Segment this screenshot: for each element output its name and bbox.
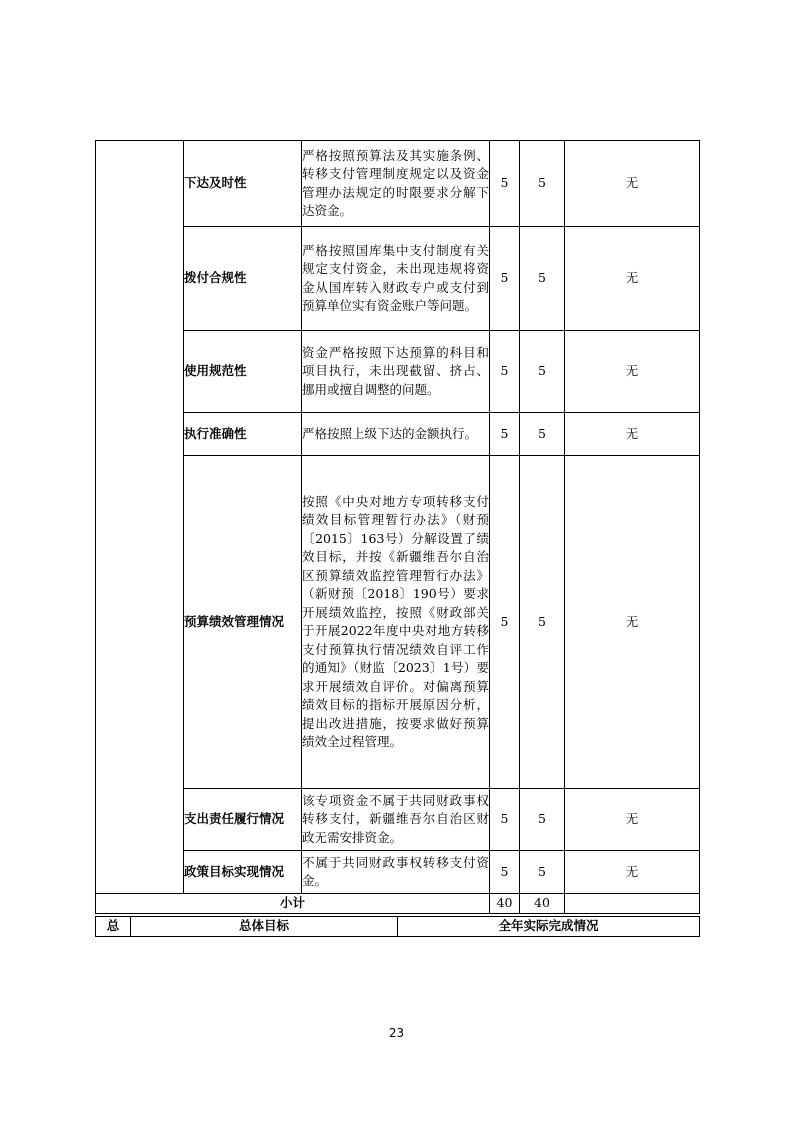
issue-cell: 无 — [565, 851, 700, 894]
overall-goal-table — [95, 916, 700, 937]
issue-cell: 无 — [565, 331, 700, 413]
overall-goal-header: 总体目标 — [131, 917, 398, 937]
description-cell: 不属于共同财政事权转移支付资金。 — [302, 851, 490, 894]
score-cell: 5 — [520, 141, 565, 227]
annual-completion-header: 全年实际完成情况 — [398, 917, 700, 937]
score-cell: 5 — [520, 227, 565, 331]
weight-cell: 5 — [490, 331, 520, 413]
criterion-cell: 使用规范性 — [184, 331, 302, 413]
issue-cell: 无 — [565, 141, 700, 227]
score-cell: 5 — [520, 331, 565, 413]
subtotal-row — [96, 894, 700, 914]
score-cell: 5 — [520, 851, 565, 894]
weight-cell: 5 — [490, 456, 520, 789]
description-cell: 按照《中央对地方专项转移支付绩效目标管理暂行办法》（财预〔2015〕163号）分解设置了绩效目标，并按《新疆维吾尔自治区预算绩效监控管理暂行办法》（新财预〔2018〕190号）要求开展绩效监控，按照《财政部关于开展2022年度中央对地方转移支付预算执行情况绩效自评工作的通知》（财监〔2023〕1号）要求开展绩效自评价。对偏离预算绩效目标的指标开展原因分析，提出改进措施，按要求做好预算绩效全过程管理。 — [302, 456, 490, 789]
subtotal-blank — [565, 894, 700, 914]
weight-cell: 5 — [490, 789, 520, 851]
subtotal-label: 小计 — [96, 894, 490, 914]
table-row — [96, 851, 700, 894]
score-cell: 5 — [520, 413, 565, 456]
subtotal-score: 40 — [520, 894, 565, 914]
table-row — [96, 141, 700, 227]
criterion-cell: 支出责任履行情况 — [184, 789, 302, 851]
description-cell: 严格按照上级下达的金额执行。 — [302, 413, 490, 456]
overall-goal-header-row — [96, 917, 700, 937]
table-row — [96, 413, 700, 456]
criterion-cell: 执行准确性 — [184, 413, 302, 456]
subtotal-weight: 40 — [490, 894, 520, 914]
table-row — [96, 789, 700, 851]
issue-cell: 无 — [565, 227, 700, 331]
evaluation-table — [95, 140, 700, 914]
weight-cell: 5 — [490, 141, 520, 227]
table-row — [96, 456, 700, 789]
overall-label-cell: 总 — [96, 917, 131, 937]
score-cell: 5 — [520, 789, 565, 851]
description-cell: 该专项资金不属于共同财政事权转移支付，新疆维吾尔自治区财政无需安排资金。 — [302, 789, 490, 851]
score-cell: 5 — [520, 456, 565, 789]
issue-cell: 无 — [565, 413, 700, 456]
description-cell: 严格按照预算法及其实施条例、转移支付管理制度规定以及资金管理办法规定的时限要求分解下达资金。 — [302, 141, 490, 227]
criterion-cell: 政策目标实现情况 — [184, 851, 302, 894]
criterion-cell: 预算绩效管理情况 — [184, 456, 302, 789]
criterion-cell: 下达及时性 — [184, 141, 302, 227]
weight-cell: 5 — [490, 227, 520, 331]
description-cell: 严格按照国库集中支付制度有关规定支付资金，未出现违规将资金从国库转入财政专户或支付到预算单位实有资金账户等问题。 — [302, 227, 490, 331]
page-number: 23 — [388, 1026, 405, 1040]
table-row — [96, 227, 700, 331]
category-cell — [96, 141, 184, 894]
table-row — [96, 331, 700, 413]
criterion-cell: 拨付合规性 — [184, 227, 302, 331]
weight-cell: 5 — [490, 413, 520, 456]
weight-cell: 5 — [490, 851, 520, 894]
issue-cell: 无 — [565, 789, 700, 851]
description-cell: 资金严格按照下达预算的科目和项目执行，未出现截留、挤占、挪用或擅自调整的问题。 — [302, 331, 490, 413]
issue-cell: 无 — [565, 456, 700, 789]
